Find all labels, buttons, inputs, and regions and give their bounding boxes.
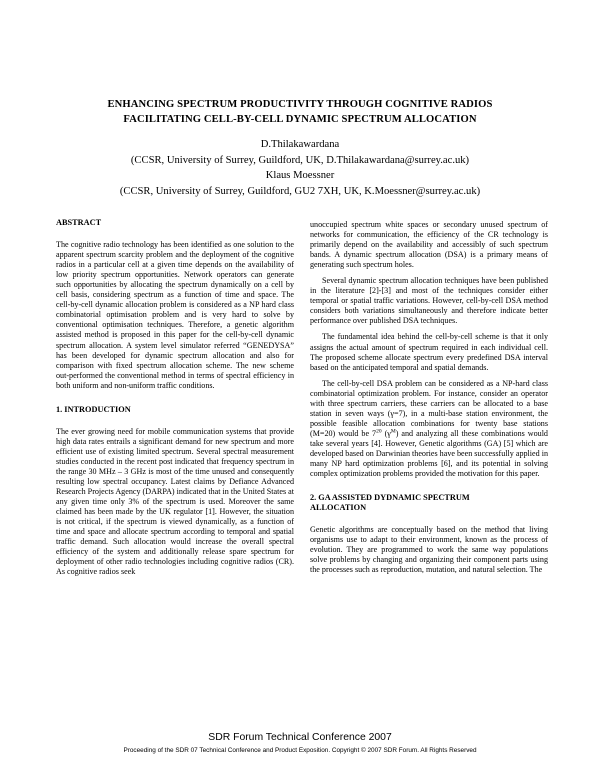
author-2-affiliation: (CCSR, University of Surrey, Guildford, GU2 7XH, UK, K.Moessner@surrey.ac.uk) <box>119 185 481 197</box>
footer-conference-title: SDR Forum Technical Conference 2007 <box>208 732 392 743</box>
exponent-m: M <box>390 428 396 435</box>
paragraph-4-part-a: The cell-by-cell DSA problem can be considered as a NP-hard class combinatorial optimization problem. For instance, consider an operator with three spectrum carriers, these carriers can be allocated to a base station in seven ways (γ=7), in a multi-base station environment, the possible feasible allocation combinations for twenty base stations (M=20) would be 7 <box>310 378 548 438</box>
introduction-heading: 1. INTRODUCTION <box>56 404 131 414</box>
introduction-paragraph-1: The ever growing need for mobile communication systems that provide high data rates entrails a significant demand for new spectrum and more efficient use of existing limited spectrum. Several spectral measurement studies conducted in the recent post indicated that frequency spectrum in the range 30 MHz – 3 GHz is most of the time unused and consequently resulting low spectral occupancy. Latest claims by Defiance Advanced Research Projects Agency (DARPA) indicated that in the United States at any given time only 3% of the spectrum is used. Moreover the same claimed has been made by the UK regulator [1]. However, the situation is not critical, if the spectrum is viewed dynamically, as a function of time and space and allocate spectrum according to temporal and spatial traffic demand. Such allocation would increase the overall spectral efficiency of the system and additionally release spare spectrum for deployment of other radio technologies including cognitive radios (CR). As cognitive radios seek <box>56 426 294 577</box>
title-line-1: ENHANCING SPECTRUM PRODUCTIVITY THROUGH COGNITIVE RADIOS <box>107 99 493 110</box>
section-2-heading-line-2: ALLOCATION <box>310 503 367 513</box>
paper-title <box>40 97 560 127</box>
section-2-heading-line-1: 2. GA ASSISTED DYDNAMIC SPECTRUM <box>310 493 470 503</box>
author-1-name: D.Thilakawardana <box>260 139 340 150</box>
abstract-text: The cognitive radio technology has been identified as one solution to the apparent spectrum scarcity problem and the deployment of the cognitive radios in a particular cell at a given time depends on the availability of low priority spectrum opportunities. Network operators can generate such opportunities by allocating the spectrum dynamically on a cell by cell basis, considering spectrum as a function of time and space. The cell-by-cell dynamic allocation problem is considered as a NP hard class combinatorial optimisation problem and is very hard to solve by conventional optimisation techniques. Therefore, a genetic algorithm assisted method is proposed in this paper for the cell-by-cell dynamic spectrum allocation. A system level simulator referred “GENEDYSA” has been developed for dynamic spectrum allocation and also for comparison with fixed spectrum allocation scheme. The new scheme out-performed the conventional method in terms of spectral efficiency in both uniform and non-uniform traffic conditions. <box>56 240 294 390</box>
footer-copyright-note: Proceeding of the SDR 07 Technical Conference and Product Exposition. Copyright © 2007 SDR Forum. All Rights Reserved <box>123 747 477 754</box>
paragraph-4-part-c: ) and analyzing all these combinations would take several years [4]. However, Genetic algorithms (GA) [5] which are developed based on Darwinian theories have been successfully applied in many NP hard optimization problems [6], and its potential in solving complex optimization problems provided the motivation for this paper. <box>310 428 549 479</box>
introduction-paragraph-4 <box>310 379 548 479</box>
introduction-paragraph-2: Several dynamic spectrum allocation techniques have been published in the literature [2]-[3] and most of the techniques consider either temporal or spatial traffic variations. However, cell-by-cell DSA method considers both variations simultaneously and therefore indicate better performance over published DSA techniques. <box>310 276 548 326</box>
paragraph-4-part-b: (γ <box>381 428 391 438</box>
introduction-paragraph-1-continued: unoccupied spectrum white spaces or secondary unused spectrum of networks for communication, the efficiency of the CR technology is primarily depend on the availability and accessibly of such spectrum bands. A dynamic spectrum allocation (DSA) is a primary means of generating such spectrum holes. <box>310 220 548 270</box>
left-column <box>56 218 294 578</box>
author-2-name: Klaus Moessner <box>265 170 335 181</box>
author-1-affiliation: (CCSR, University of Surrey, Guildford, UK, D.Thilakawardana@surrey.ac.uk) <box>130 154 470 166</box>
section-2-paragraph-1: Genetic algorithms are conceptually based on the method that living organisms use to adapt to their environment, known as the process of evolution. They are programmed to work the same way populations solve problems by changing and organizing their component parts using the processes such as reproduction, mutation, and natural selection. The <box>310 525 548 575</box>
abstract-heading: ABSTRACT <box>56 218 102 227</box>
exponent-20: 20 <box>376 428 382 435</box>
introduction-paragraph-3: The fundamental idea behind the cell-by-cell scheme is that it only assigns the actual amount of spectrum required in each individual cell. The proposed scheme allocate spectrum every predefined DSA interval based on the anticipated temporal and spatial demands. <box>310 332 548 372</box>
author-block <box>40 137 560 199</box>
right-column <box>310 220 548 575</box>
title-line-2: FACILITATING CELL-BY-CELL DYNAMIC SPECTRUM ALLOCATION <box>123 114 477 125</box>
section-2-heading <box>310 493 548 513</box>
